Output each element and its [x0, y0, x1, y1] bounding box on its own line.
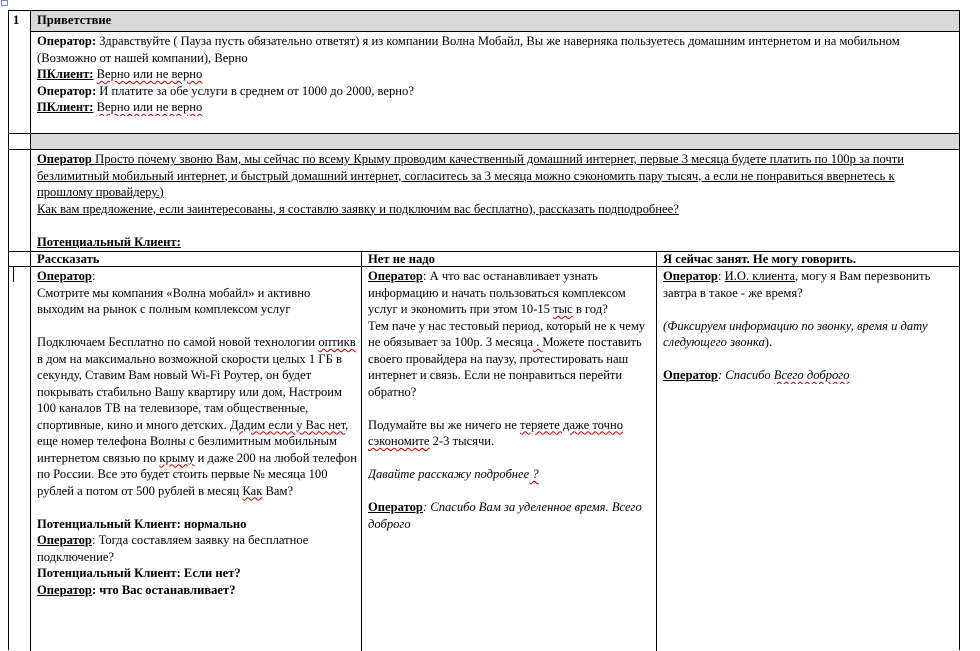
- client-answer: Верно или не верно: [96, 100, 203, 114]
- thanks-text: : Спасибо Вам за уделенное время. Всего доброго: [368, 500, 642, 531]
- objection-question: : что Вас останавливает?: [91, 582, 236, 597]
- greeting-block: [37, 33, 949, 116]
- column-header-busy: Я сейчас занят. Не могу говорить.: [663, 252, 856, 266]
- operator-label: Оператор: [37, 269, 92, 283]
- client-name-placeholder: И.О. клиента: [724, 269, 795, 283]
- column-tell-content: [37, 268, 357, 598]
- client-label: ПКлиент:: [37, 67, 94, 81]
- thanks-text: Всего доброго: [773, 368, 850, 382]
- pitch-part: оптикв: [318, 335, 356, 349]
- trial-text: Можете поставить своего провайдера на паузу, протестировать наш интернет и связь. Если не понравиться перейти обратно?: [368, 335, 642, 399]
- pitch-part: Дадим если у Вас нет: [229, 417, 346, 432]
- client-label: ПКлиент:: [37, 100, 94, 114]
- rule: [656, 251, 657, 651]
- pitch-part: в дом на максимально возможной скорости целых 1 ГБ в секунду, Ставим Вам новый Wi-Fi Роутер, он будет покрывать стабильно Вашу квартиру или дом, Настроим 100 каналов ТВ на телевизоре, там общественные, спортивные, кино и много детских.: [37, 351, 342, 432]
- pitch-part: , еще номер телефона Волны с безлимитным мобильным интернетом связью по: [37, 417, 349, 465]
- client-answer: Верно или не верно: [96, 67, 203, 81]
- operator-label: Оператор: [37, 533, 92, 547]
- rule: [30, 11, 31, 651]
- operator-label: Оператор:: [37, 83, 97, 98]
- column-no-content: [368, 268, 653, 532]
- script-table: [8, 10, 960, 650]
- client-reply: Потенциальный Клиент: нормально: [37, 516, 247, 531]
- offer-text: Просто почему звоню Вам, мы сейчас по всему Крыму проводим качественный домашний интернет, первые 3 месяца будете платить по 100р за почти безлимитный мобильный интернет, и быстрый домашний интернет, согласитесь за 3 месяца можно сэкономить пару тысяч, а если не понравиться ввернетесь к прошлому провайдеру.): [37, 152, 905, 199]
- rule: [9, 149, 959, 150]
- operator-label: Оператор: [37, 152, 92, 166]
- text-cursor: [13, 267, 14, 282]
- think-text: Подумайте вы же ничего не: [368, 417, 521, 432]
- pitch-text: [37, 334, 357, 499]
- offer-block: [37, 151, 949, 250]
- intro-text: Смотрите мы компания «Волна мобайл» и активно выходим на рынок с полным комплексом услуг: [37, 285, 311, 316]
- callback-text: :: [717, 269, 725, 283]
- pitch-part: Как: [242, 483, 263, 498]
- rule: [361, 251, 362, 651]
- objection-text: в год?: [572, 302, 608, 316]
- client-reply: Потенциальный Клиент: Если нет?: [37, 566, 241, 580]
- operator-label: Оператор: [663, 368, 718, 382]
- callback-text: , могу я Вам перезвонить завтра в такое - же время?: [663, 269, 931, 300]
- price-question: И платите за обе услуги в среднем от 1000 до 2000, верно?: [96, 83, 414, 98]
- rule: [9, 133, 959, 134]
- offer-question: Как вам предложение, если заинтересованы, я составлю заявку и подключим вас бесплатно), рассказать подподробнее?: [37, 201, 679, 216]
- operator-label: Оператор: [37, 582, 92, 597]
- think-text: теряете даже точно сэкономите: [368, 417, 623, 448]
- row-number: 1: [13, 13, 20, 27]
- pitch-part: Вам?: [262, 483, 294, 498]
- thanks-text: : Спасибо: [717, 368, 774, 382]
- operator-label: Оператор: [368, 269, 423, 283]
- objection-text: тыс: [553, 302, 573, 316]
- trial-text: .: [532, 335, 543, 349]
- operator-label: Оператор:: [37, 34, 97, 48]
- tell-more-text: ?: [529, 467, 539, 481]
- application-question: : Тогда составляем заявку на бесплатное подключение?: [37, 533, 309, 564]
- column-header-tell: Рассказать: [37, 252, 100, 266]
- operator-label: Оператор: [368, 500, 423, 514]
- column-header-no: Нет не надо: [368, 252, 435, 266]
- think-text: 2-3 тысячи.: [429, 434, 495, 448]
- pitch-part: и даже 200 на любой телефон по России. Все это будет стоить первые № месяца 100 рублей а потом от 500 рублей в месяц: [37, 450, 357, 498]
- pitch-part: крыму: [159, 450, 195, 465]
- note-text: ).: [764, 335, 773, 349]
- colon: :: [91, 269, 96, 283]
- greeting-text: Здравствуйте ( Пауза пусть обязательно ответят) я из компании Волна Мобайл, Вы же наверняка пользуетесь домашним интернетом и на мобильном (Возможно от нашей компании), Верно: [37, 34, 900, 65]
- pitch-part: Подключаем Бесплатно по самой новой технологии: [37, 335, 319, 349]
- rule: [30, 31, 959, 32]
- table-move-handle[interactable]: [1, 0, 8, 6]
- section-title: Приветствие: [37, 13, 112, 27]
- potential-client-label: Потенциальный Клиент:: [37, 234, 181, 249]
- objection-text: : А что вас останавливает узнать информацию и начать пользоваться комплексом услуг и экономить при этом 10-15: [368, 269, 626, 316]
- note-text: (Фиксируем информацию по звонку, время и дату следующего звонка: [663, 318, 928, 349]
- trial-text: Тем паче у нас тестовый период, который не к чему не обязывает за 100р. 3 месяца: [368, 318, 646, 349]
- column-busy-content: [663, 268, 953, 384]
- tell-more-text: Давайте расскажу подробнее: [368, 467, 530, 481]
- operator-label: Оператор: [663, 269, 718, 283]
- separator-row-shade: [30, 133, 959, 149]
